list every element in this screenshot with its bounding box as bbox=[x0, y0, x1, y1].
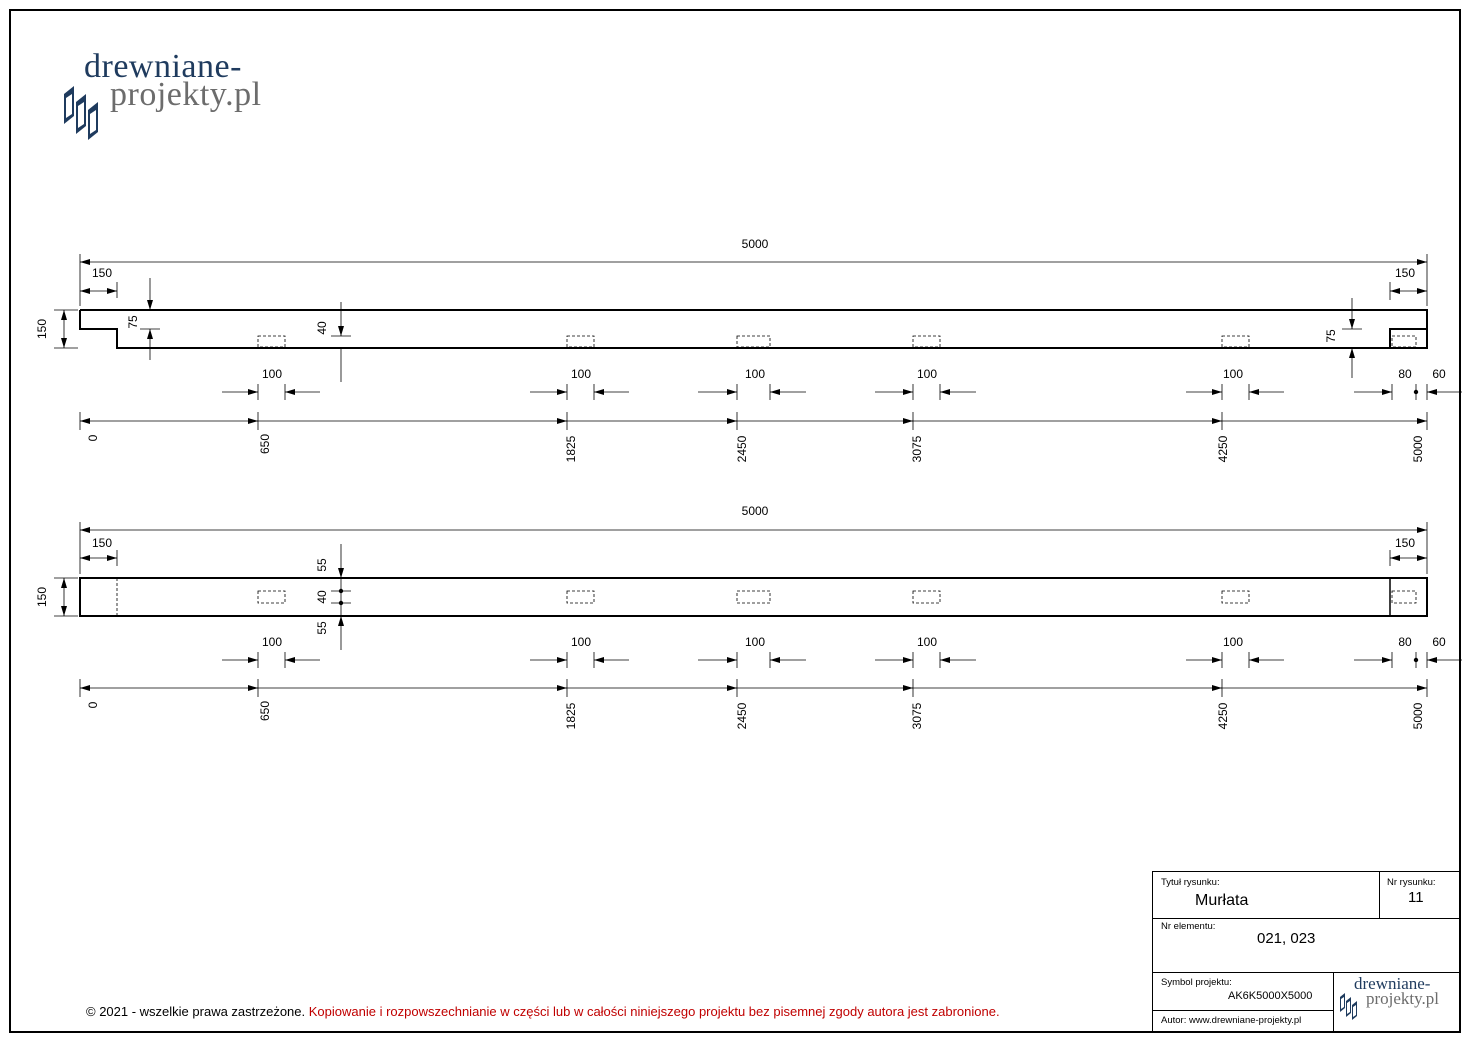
view1-beam bbox=[80, 310, 1427, 348]
v1-end-width-label: 80 bbox=[1398, 367, 1412, 381]
v2-right-end-label: 150 bbox=[1394, 536, 1416, 550]
logo-text-line2: projekty.pl bbox=[110, 76, 262, 113]
copyright-notice bbox=[86, 1004, 1000, 1019]
v2-mortise-width-label: 100 bbox=[1222, 635, 1244, 649]
mini-logo-line2: projekty.pl bbox=[1366, 989, 1440, 1008]
view1-labels bbox=[35, 237, 1446, 462]
v1-end-width-label: 60 bbox=[1432, 367, 1446, 381]
mini-logo-line1: drewniane- bbox=[1354, 974, 1431, 993]
v1-mortise-width-label: 100 bbox=[570, 367, 592, 381]
v1-mortise-width-label: 100 bbox=[1222, 367, 1244, 381]
v1-position-label: 5000 bbox=[1411, 435, 1425, 463]
v2-mortise-width-label: 100 bbox=[916, 635, 938, 649]
number-label: Nr rysunku: bbox=[1387, 877, 1436, 888]
number-cell bbox=[1380, 872, 1460, 919]
symbol-cell bbox=[1153, 973, 1334, 1011]
symbol-label: Symbol projektu: bbox=[1161, 977, 1232, 988]
v2-overall-label: 5000 bbox=[741, 504, 769, 518]
v1-mortise-width-label: 100 bbox=[744, 367, 766, 381]
v2-position-label: 650 bbox=[258, 700, 272, 722]
v1-mortise-width-label: 100 bbox=[261, 367, 283, 381]
v1-position-label: 650 bbox=[258, 433, 272, 455]
logo-text-line1: drewniane- bbox=[84, 48, 242, 85]
v1-overall-label: 5000 bbox=[741, 237, 769, 251]
copyright-text: © 2021 - wszelkie prawa zastrzeżone. bbox=[86, 1004, 306, 1019]
element-cell bbox=[1153, 919, 1460, 973]
v2-position-label: 2450 bbox=[735, 702, 749, 730]
v1-mortise-width-label: 100 bbox=[916, 367, 938, 381]
v2-position-label: 3075 bbox=[910, 702, 924, 730]
title-cell bbox=[1153, 872, 1380, 919]
v1-mortise-depth-label: 40 bbox=[315, 321, 329, 335]
v2-position-label: 4250 bbox=[1216, 702, 1230, 730]
v1-position-label: 3075 bbox=[910, 435, 924, 463]
element-label: Nr elementu: bbox=[1161, 921, 1216, 932]
title-label: Tytuł rysunku: bbox=[1161, 877, 1220, 888]
v1-left-end-label: 150 bbox=[91, 266, 113, 280]
v2-position-label: 1825 bbox=[564, 702, 578, 730]
v2-mortise-width-label: 40 bbox=[315, 590, 329, 604]
v1-height-label: 150 bbox=[35, 318, 49, 340]
title-block-logo bbox=[1334, 973, 1462, 1029]
v2-position-label: 0 bbox=[86, 701, 100, 709]
v2-mortise-width-label: 100 bbox=[570, 635, 592, 649]
v1-notch-left-label: 75 bbox=[126, 315, 140, 329]
v1-position-label: 4250 bbox=[1216, 435, 1230, 463]
v2-top-offset-label: 55 bbox=[315, 558, 329, 572]
view2-beam bbox=[80, 578, 1427, 616]
v1-position-label: 2450 bbox=[735, 435, 749, 463]
project-symbol: AK6K5000X5000 bbox=[1228, 990, 1313, 1002]
v1-notch-right-label: 75 bbox=[1324, 329, 1338, 343]
drawing-title: Murłata bbox=[1195, 892, 1249, 909]
v2-end-width-label: 80 bbox=[1398, 635, 1412, 649]
copyright-warning: Kopiowanie i rozpowszechnianie w części lub w całości niniejszego projektu bez pisemnej zgody autora jest zabronione. bbox=[308, 1004, 1000, 1019]
v1-position-label: 0 bbox=[86, 434, 100, 442]
author-text: Autor: www.drewniane-projekty.pl bbox=[1161, 1015, 1302, 1026]
v2-left-end-label: 150 bbox=[91, 536, 113, 550]
v2-end-width-label: 60 bbox=[1432, 635, 1446, 649]
element-number: 021, 023 bbox=[1257, 930, 1316, 947]
v1-position-label: 1825 bbox=[564, 435, 578, 463]
view2-dimensions bbox=[54, 522, 1462, 697]
view1-dimensions bbox=[54, 254, 1462, 430]
v2-height-label: 150 bbox=[35, 586, 49, 608]
drawing-number: 11 bbox=[1408, 889, 1424, 906]
v2-position-label: 5000 bbox=[1411, 702, 1425, 730]
author-cell bbox=[1153, 1011, 1334, 1032]
v1-right-end-label: 150 bbox=[1394, 266, 1416, 280]
v2-mortise-width-label: 100 bbox=[261, 635, 283, 649]
title-block bbox=[1152, 871, 1461, 1033]
v2-bottom-offset-label: 55 bbox=[315, 621, 329, 635]
title-block-logo-cell bbox=[1334, 973, 1460, 1032]
v2-mortise-width-label: 100 bbox=[744, 635, 766, 649]
